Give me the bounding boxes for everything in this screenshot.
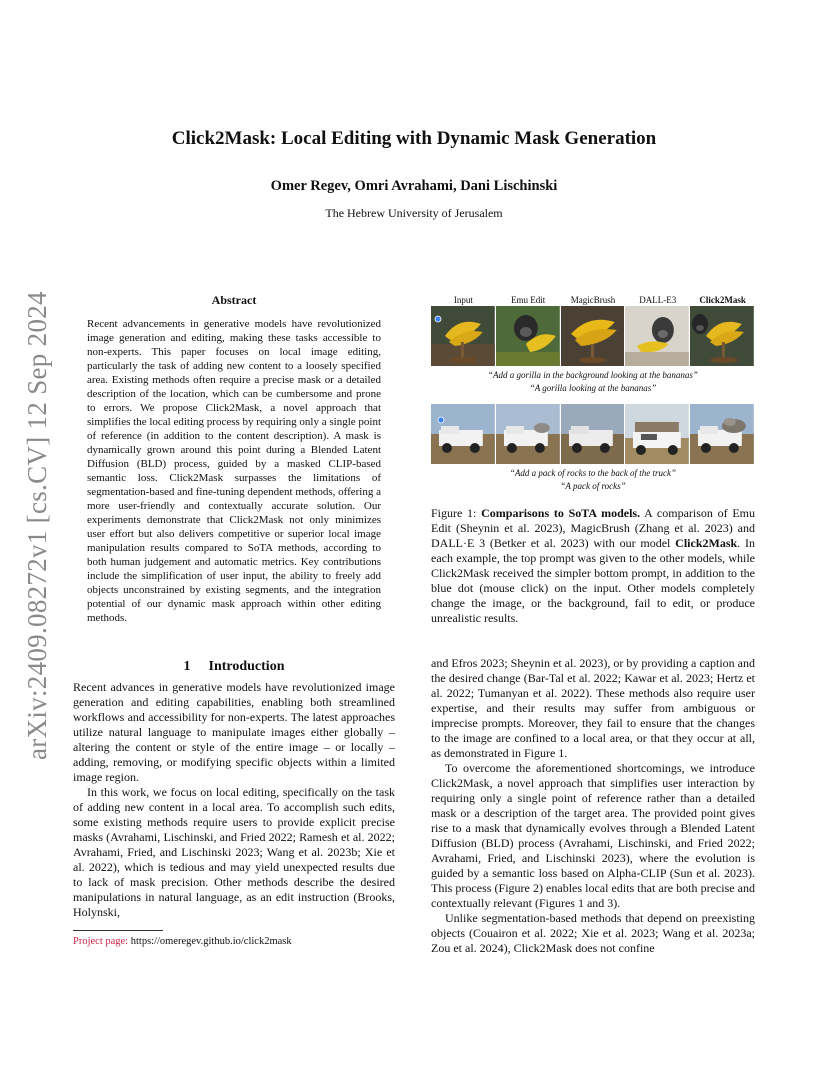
figure-1-caption (431, 506, 755, 626)
column-label-emu-edit: Emu Edit (511, 295, 546, 305)
banana-dalle3-image (625, 306, 689, 366)
caption-text-1: A comparison of Emu Edit (Sheynin et al. 2023), MagicBrush (Zhang et al. 2023) and DALL·E 3 (Betker et al. 2023) with our model (431, 506, 756, 550)
intro-paragraph-3: and Efros 2023; Sheynin et al. 2023), or by providing a caption and the desired change (Bar-Tal et al. 2022; Kawar et al. 2023; Hertz et al. 2022; Tumanyan et al. 2022). These methods also require user expertise, and their results may suffer from ambiguous or imprecise prompts. Moreover, they fail to ensure that the changes to the image are confined to a local area, or that they occur at all, as demonstrated in Figure 1. (431, 656, 755, 760)
abstract-body: Recent advancements in generative models have revolutionized image generation and editing, making these tasks accessible to non-experts. This paper focuses on local image editing, particularly the task of adding new content to a loosely specified area. Existing methods often require a precise mask or a detailed description of the location, which can be cumbersome and prone to errors. We propose Click2Mask, a novel approach that simplifies the local editing process by requiring only a single point of reference (in addition to the content description). A mask is dynamically grown around this point during a Blended Latent Diffusion (BLD) process, guided by a masked CLIP-based semantic loss. Click2Mask surpasses the limitations of segmentation-based and fine-tuning dependent methods, offering a more user-friendly and contextually accurate solution. Our experiments demonstrate that Click2Mask not only minimizes user effort but also delivers competitive or superior local image manipulation results compared to SoTA methods, according to both human judgement and automatic metrics. Key contributions include the simplification of user input, the ability to freely add objects unconstrained by existing segments, and the integration potential of our dynamic mask approach within other editing methods. (87, 318, 381, 624)
intro-paragraph-5: Unlike segmentation-based methods that depend on preexisting objects (Couairon et al. 2022; Xie et al. 2023; Wang et al. 2023a; Zou et al. 2024), Click2Mask does not confine (431, 911, 755, 955)
arxiv-identifier: arXiv:2409.08272v1 [cs.CV] 12 Sep 2024 (22, 291, 52, 760)
banana-click2mask-image (690, 306, 754, 366)
figure-1 (431, 293, 755, 626)
column-label-input: Input (453, 295, 473, 305)
truck-input-image (431, 404, 495, 464)
abstract-heading: Abstract (211, 293, 257, 307)
truck-emu-edit-image (496, 404, 560, 464)
right-column (431, 293, 755, 956)
banana-input-image (431, 306, 495, 366)
banana-magicbrush-image (561, 306, 625, 366)
caption-text-2: . In each example, the top prompt was given to the other models, while Click2Mask received the simpler bottom prompt, in addition to the blue dot (mouse click) on the input. Other models completely change the image, or the background, fail to edit, or produce unrealistic results. (431, 536, 755, 625)
figure-row-bananas (431, 306, 755, 366)
prompt-row2-simple: “A pack of rocks” (560, 481, 626, 491)
caption-label: Figure 1: (431, 506, 477, 520)
prompt-row1-simple: “A gorilla looking at the bananas” (529, 383, 657, 393)
section-heading-introduction (73, 659, 395, 674)
project-page-url[interactable]: https://omeregev.github.io/click2mask (130, 936, 292, 947)
footnote-project-page (73, 935, 395, 948)
column-label-dalle3: DALL-E3 (639, 295, 677, 305)
affiliation: The Hebrew University of Jerusalem (325, 206, 503, 220)
project-page-label: Project page: (73, 936, 129, 947)
author-list: Omer Regev, Omri Avrahami, Dani Lischinski (270, 178, 558, 194)
section-title: Introduction (208, 659, 285, 674)
prompt-row2-full: “Add a pack of rocks to the back of the truck” (509, 468, 677, 478)
figure-row-truck (431, 404, 755, 464)
caption-bold-model: Click2Mask (675, 536, 738, 550)
left-column (73, 293, 395, 948)
intro-paragraph-1: Recent advances in generative models have revolutionized image generation and editing capabilities, enabling both streamlined workflows and accessibility for non-experts. The latest approaches utilize natural language to manipulate images either globally – altering the content or style of the entire image – or locally – adding, removing, or modifying specific objects within a limited image region. (73, 680, 395, 784)
paper-title: Click2Mask: Local Editing with Dynamic Mask Generation (171, 128, 657, 149)
caption-bold-title: Comparisons to SoTA models. (481, 506, 641, 520)
intro-paragraph-4: To overcome the aforementioned shortcomings, we introduce Click2Mask, a novel approach that simplifies user interaction by requiring only a single point of reference rather than a detailed mask or a description of the target area. The provided point gives rise to a mask that dynamically evolves through a Blended Latent Diffusion (BLD) process (Avrahami, Lischinski, and Fried 2022; Avrahami, Fried, and Lischinski 2023), where the evolution is guided by a semantic loss based on Alpha-CLIP (Sun et al. 2023). This process (Figure 2) enables local edits that are both precise and contextually relevant (Figures 1 and 3). (431, 761, 755, 910)
figure-column-labels (431, 293, 755, 305)
truck-dalle3-image (625, 404, 689, 464)
banana-emu-edit-image (496, 306, 560, 366)
truck-magicbrush-image (561, 404, 625, 464)
column-label-magicbrush: MagicBrush (570, 295, 616, 305)
intro-paragraph-2: In this work, we focus on local editing, specifically on the task of adding new content in a local area. To accomplish such edits, some existing methods require users to provide explicit precise masks (Avrahami, Lischinski, and Fried 2022; Ramesh et al. 2022; Avrahami, Fried, and Lischinski 2023; Wang et al. 2023b; Xie et al. 2022), which is tedious and may yield unexpected results due to lack of mask precision. Other methods describe the desired manipulations in natural language, as an edit instruction (Brooks, Holynski, (73, 785, 395, 919)
column-label-click2mask: Click2Mask (699, 295, 746, 305)
prompt-row1-full: “Add a gorilla in the background looking at the bananas” (488, 370, 698, 380)
truck-click2mask-image (690, 404, 754, 464)
section-number: 1 (183, 659, 191, 674)
footnote-divider (73, 930, 163, 931)
